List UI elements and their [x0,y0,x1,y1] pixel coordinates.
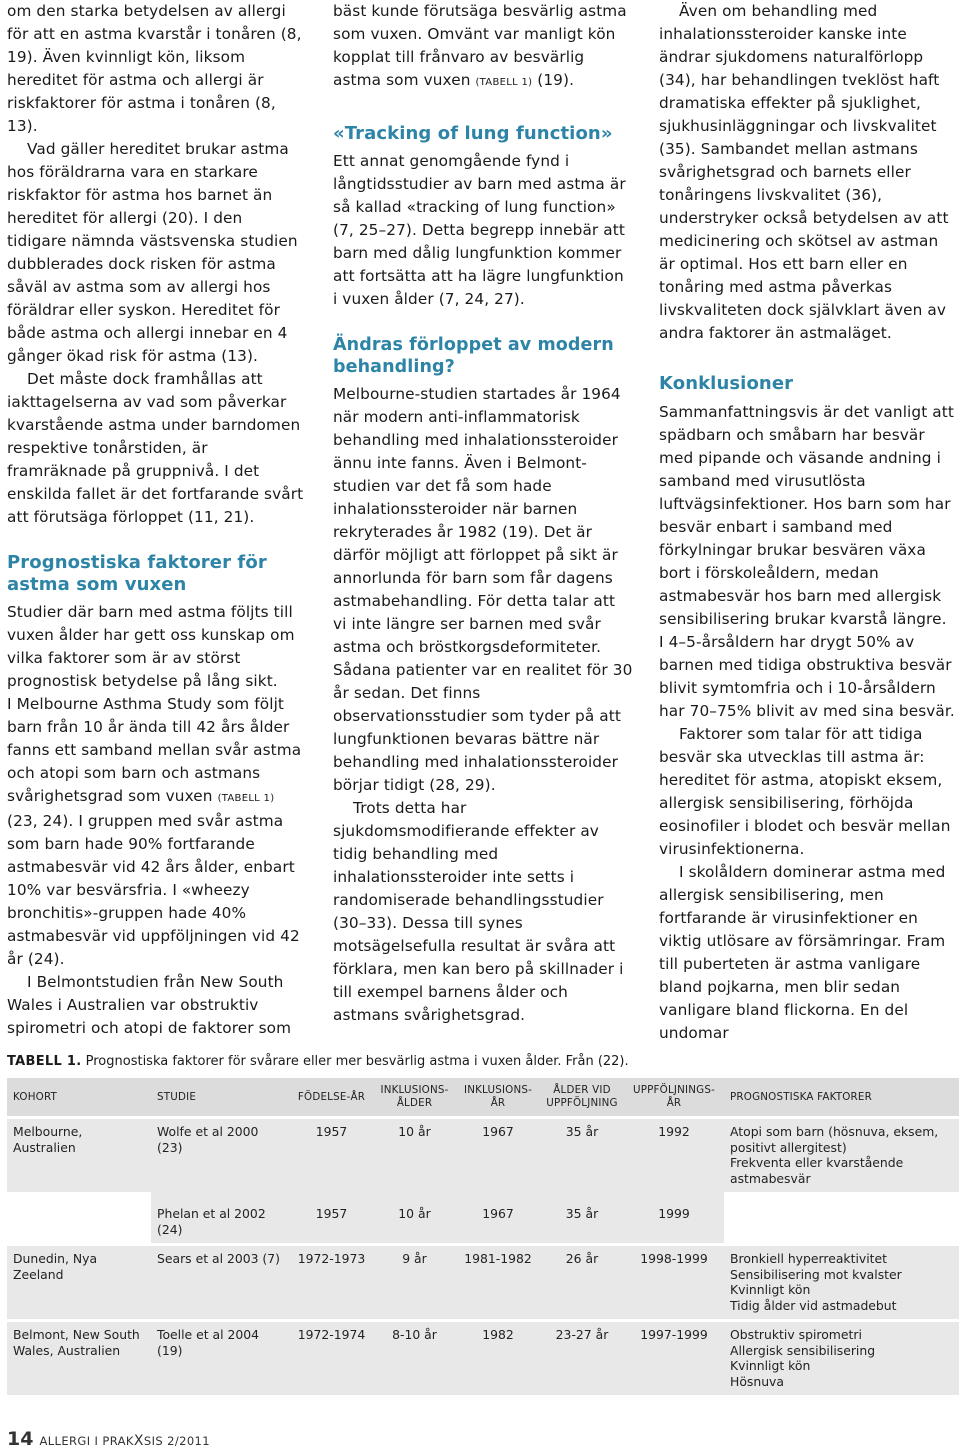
factors-cell [724,1321,959,1396]
paragraph: Melbourne-studien startades år 1964 när modern anti-inflammatorisk behandling med inhalationssteroider ännu inte fanns. Även i Belmont-studien var det få som hade inhalationssteroider när barnen rekryterades år 1982 (19). Det är därför möjligt att förloppet på sikt är annorlunda för barn som får dagens astmabehandling. För detta talar att vi inte längre ser barnen med svår astma och bröstkorgsdeformiteter. Sådana patienter var en realitet för 30 år sedan. Det finns observationsstudier som tyder på att lungfunktionen bevaras bättre när behandling med inhalationssteroider börjar tidigt (28, 29). [333,385,633,794]
table-row [7,1321,959,1396]
paragraph [333,0,633,94]
section-heading: Ändras förloppet av modern behandling? [333,335,614,377]
factors-cell [724,1245,959,1321]
paragraph: Sammanfattningsvis är det vanligt att spädbarn och småbarn har besvär med pipande och väsande andning i samband med virusutlösta luftvägsinfektioner. Hos barn som har besvär enbart i samband med förkylningar brukar besvären växa bort i förskoleåldern, medan astmabesvär hos barn med allergisk sensibilisering brukar kvarstå längre. I 4–5-årsåldern har drygt 50% av barnen med tidiga obstruktiva besvär blivit symtomfria och i 10-årsåldern har 70–75% blivit av med sina besvär. [659,403,955,720]
table-caption-text: Prognostiska faktorer för svårare eller mer besvärlig astma i vuxen ålder. Från (22). [81,1054,629,1069]
birth-year-cell: 1957 [290,1192,373,1245]
factor-item: Obstruktiv spirometri [730,1327,862,1342]
column-header: FÖDELSE-ÅR [290,1078,373,1118]
table-header-row [7,1078,959,1118]
factor-item: Frekventa eller kvarstående astmabesvär [730,1155,904,1186]
paragraph: Ett annat genomgående fynd i långtidsstudier av barn med astma är så kallad «tracking of lung function» (7, 25–27). Detta begrepp innebär att barn med dålig lungfunktion kommer att fortsätta att ha lägre lungfunktion i vuxen ålder (7, 24, 27). [333,152,626,308]
study-cell: Wolfe et al 2000 (23) [151,1118,290,1193]
table-reference: (TABELL 1) [475,77,533,88]
paragraph: Vad gäller hereditet brukar astma hos föräldrarna vara en starkare riskfaktor för astma hos barnet än hereditet för allergi (20). I den tidigare nämnda västsvenska studien dubblerades dock risken för astma såväl av astma som av allergi hos föräldrar eller syskon. Hereditet för både astma och allergi innebar en 4 gånger ökad risk för astma (13). [7,140,298,365]
birth-year-cell: 1957 [290,1118,373,1193]
inclusion-year-cell: 1981-1982 [456,1245,540,1321]
factor-item: Allergisk sensibilisering [730,1342,876,1358]
table-caption-label: TABELL 1. [7,1054,82,1069]
column-header: ÅLDER VID UPPFÖLJNING [540,1078,624,1118]
study-cell: Sears et al 2003 (7) [151,1245,290,1321]
table-reference: (TABELL 1) [217,793,275,804]
section-heading: «Tracking of lung function» [333,123,613,144]
table-row [7,1245,959,1321]
birth-year-cell: 1972-1974 [290,1321,373,1396]
followup-age-cell: 26 år [540,1245,624,1321]
table-row [7,1192,959,1245]
text-column-2 [333,0,633,1027]
cohort-cell [7,1192,151,1245]
column-header: INKLUSIONS-ÅR [456,1078,540,1118]
followup-year-cell: 1999 [624,1192,724,1245]
factor-item: Kvinnligt kön [730,1282,811,1297]
paragraph [7,693,305,971]
inclusion-year-cell: 1967 [456,1118,540,1193]
paragraph-text: (19). [532,71,575,89]
followup-age-cell: 23-27 år [540,1321,624,1396]
page-footer [7,1428,210,1450]
followup-year-cell: 1992 [624,1118,724,1193]
followup-year-cell: 1998-1999 [624,1245,724,1321]
table-row [7,1118,959,1193]
paragraph-text: (23, 24). I gruppen med svår astma som barn hade 90% fortfarande astmabesvär vid 42 års ålder, enbart 10% var besvärsfria. I «wheezy bronchitis»-gruppen hade 40% astmabesvär vid uppföljningen vid 42 år (24). [7,812,300,968]
inclusion-age-cell: 10 år [373,1118,456,1193]
inclusion-age-cell: 10 år [373,1192,456,1245]
paragraph: Även om behandling med inhalationssteroider kanske inte ändrar sjukdomens naturalförlopp (34), har behandlingen tveklöst haft dramatiska effekter på sjuklighet, sjukhusinläggningar och livskvalitet (35). Sambandet mellan astmans svårighetsgrad och barnets eller tonåringens livskvalitet (36), understryker också betydelsen av att medicinering och skötsel av astman är optimal. Hos ett barn eller en tonåring med astma påverkas livskvaliteten dock självklart även av andra faktorer än astmaläget. [659,2,949,342]
section-heading: Konklusioner [659,373,794,394]
factor-item: Kvinnligt kön [730,1358,811,1373]
inclusion-age-cell: 8-10 år [373,1321,456,1396]
paragraph: om den starka betydelsen av allergi för att en astma kvarstår i tonåren (8, 19). Även kvinnligt kön, liksom hereditet för astma och allergi är riskfaktorer för astma i tonåren (8, 13). [7,2,302,135]
paragraph: Faktorer som talar för att tidiga besvär ska utvecklas till astma är: hereditet för astma, atopiskt eksem, allergisk sensibilisering, förhöjda eosinofiler i blodet och besvär mellan virusinfektionerna. [659,725,951,858]
inclusion-year-cell: 1982 [456,1321,540,1396]
paragraph: Studier där barn med astma följts till vuxen ålder har gett oss kunskap om vilka faktorer som är av störst prognostisk betydelse på lång sikt. [7,603,295,690]
inclusion-year-cell: 1967 [456,1192,540,1245]
paragraph: Trots detta har sjukdomsmodifierande effekter av tidig behandling med inhalationssteroider inte setts i randomiserade behandlingsstudier (30–33). Dessa till synes motsägelsefulla resultat är svåra att förklara, men kan bero på skillnader i till exempel barnens ålder och astmans svårighetsgrad. [333,799,624,1024]
study-cell: Phelan et al 2002 (24) [151,1192,290,1245]
paragraph: Det måste dock framhållas att iakttagelserna av vad som påverkar kvarstående astma under barndomen respektive tonårstiden, är framräknade på gruppnivå. I det enskilda fallet är det fortfarande svårt att förutsäga förloppet (11, 21). [7,370,304,526]
prognostic-factors-table [7,1078,959,1395]
inclusion-age-cell: 9 år [373,1245,456,1321]
followup-age-cell: 35 år [540,1192,624,1245]
text-column-1 [7,0,305,1040]
cohort-cell: Dunedin, Nya Zeeland [7,1245,151,1321]
page-number: 14 [7,1428,34,1450]
table-caption [7,1052,947,1072]
publication-name: ALLERGI I PRAK [39,1434,134,1448]
paragraph-text: bäst kunde förutsäga besvärlig astma som vuxen. Omvänt var manligt kön kopplat till frånvaro av besvärlig astma som vuxen [333,2,627,89]
section-heading: Prognostiska faktorer för astma som vuxen [7,552,267,595]
cohort-cell: Melbourne, Australien [7,1118,151,1193]
paragraph: I Belmontstudien från New South Wales i Australien var obstruktiv spirometri och atopi de faktorer som [7,973,292,1037]
publication-name-x: X [133,1433,144,1449]
column-header: KOHORT [7,1078,151,1118]
factor-item: Atopi som barn (hösnuva, eksem, positivt allergitest) [730,1124,939,1155]
paragraph-text: I Melbourne Asthma Study som följt barn från 10 år ända till 42 års ålder fanns ett samband mellan svår astma och atopi som barn och astmans svårighetsgrad som vuxen [7,695,302,805]
column-header: STUDIE [151,1078,290,1118]
birth-year-cell: 1972-1973 [290,1245,373,1321]
cohort-cell: Belmont, New South Wales, Australien [7,1321,151,1396]
factor-item: Tidig ålder vid astmadebut [730,1297,897,1313]
factors-cell [724,1192,959,1245]
factor-item: Bronkiell hyperreaktivitet [730,1251,887,1266]
factor-item: Hösnuva [730,1373,784,1389]
followup-age-cell: 35 år [540,1118,624,1193]
followup-year-cell: 1997-1999 [624,1321,724,1396]
publication-issue: SIS 2/2011 [143,1434,210,1448]
text-column-3 [659,0,955,1045]
study-cell: Toelle et al 2004 (19) [151,1321,290,1396]
column-header: INKLUSIONS-ÅLDER [373,1078,456,1118]
column-header: PROGNOSTISKA FAKTORER [724,1078,959,1118]
factors-cell [724,1118,959,1193]
column-header: UPPFÖLJNINGS-ÅR [624,1078,724,1118]
paragraph: I skolåldern dominerar astma med allergisk sensibilisering, men fortfarande är virusinfektioner en viktig utlösare av försämringar. Fram till puberteten är astma vanligare bland pojkarna, men blir sedan vanligare bland flickorna. En del undomar [659,863,946,1042]
factor-item: Sensibilisering mot kvalster [730,1266,902,1282]
